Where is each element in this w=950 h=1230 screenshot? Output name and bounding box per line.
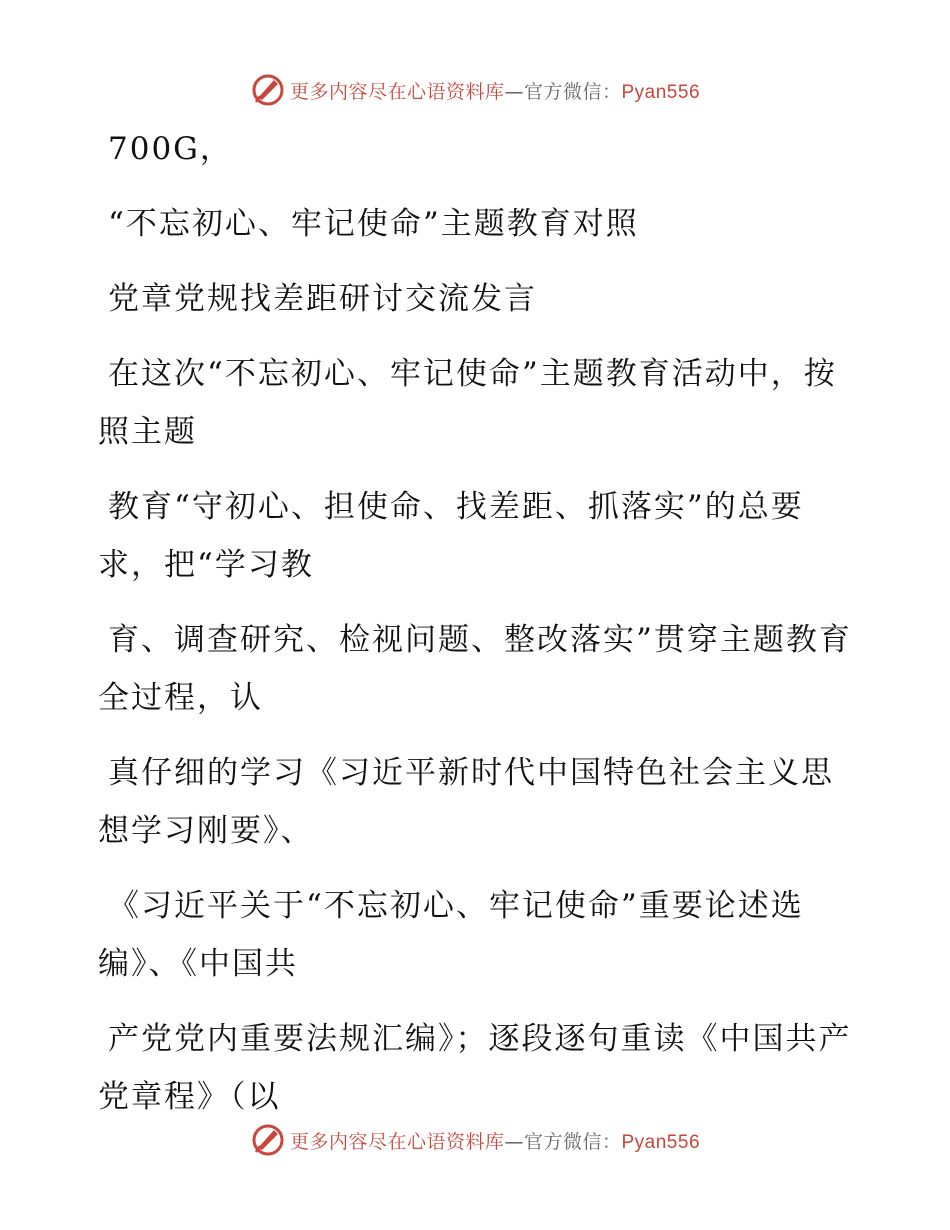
watermark-separator: — bbox=[504, 1130, 524, 1153]
watermark-wechat-id: Pyan556 bbox=[621, 1131, 701, 1153]
header-watermark bbox=[0, 70, 950, 110]
watermark-wechat-label: 官方微信： bbox=[523, 80, 622, 103]
paragraph-2: “不忘初心、牢记使命”主题教育对照 bbox=[108, 206, 639, 242]
footer-watermark bbox=[0, 1120, 950, 1160]
quill-pen-circle-icon bbox=[250, 1122, 286, 1158]
watermark-text: 更多内容尽在心语资料库 bbox=[289, 80, 505, 103]
paragraph-9: 产党党内重要法规汇编》；逐段逐句重读《中国共产党章程》（以 bbox=[98, 1021, 852, 1115]
paragraph-8: 《习近平关于“不忘初心、牢记使命”重要论述选编》、《中国共 bbox=[98, 888, 804, 982]
quill-pen-circle-icon bbox=[250, 72, 286, 108]
paragraph-3: 党章党规找差距研讨交流发言 bbox=[108, 281, 537, 317]
paragraph-6: 育、调查研究、检视问题、整改落实”贯穿主题教育全过程，认 bbox=[98, 622, 852, 716]
watermark-separator: — bbox=[504, 80, 524, 103]
paragraph-4: 在这次“不忘初心、牢记使命”主题教育活动中，按照主题 bbox=[98, 356, 837, 450]
watermark-wechat-id: Pyan556 bbox=[621, 81, 701, 103]
watermark-wechat-label: 官方微信： bbox=[523, 1130, 622, 1153]
watermark-text: 更多内容尽在心语资料库 bbox=[289, 1130, 505, 1153]
paragraph-7: 真仔细的学习《习近平新时代中国特色社会主义思想学习刚要》、 bbox=[98, 755, 834, 849]
document-body bbox=[98, 120, 858, 1143]
paragraph-5: 教育“守初心、担使命、找差距、抓落实”的总要求，把“学习教 bbox=[98, 489, 804, 583]
paragraph-1: 700G， bbox=[108, 131, 233, 167]
